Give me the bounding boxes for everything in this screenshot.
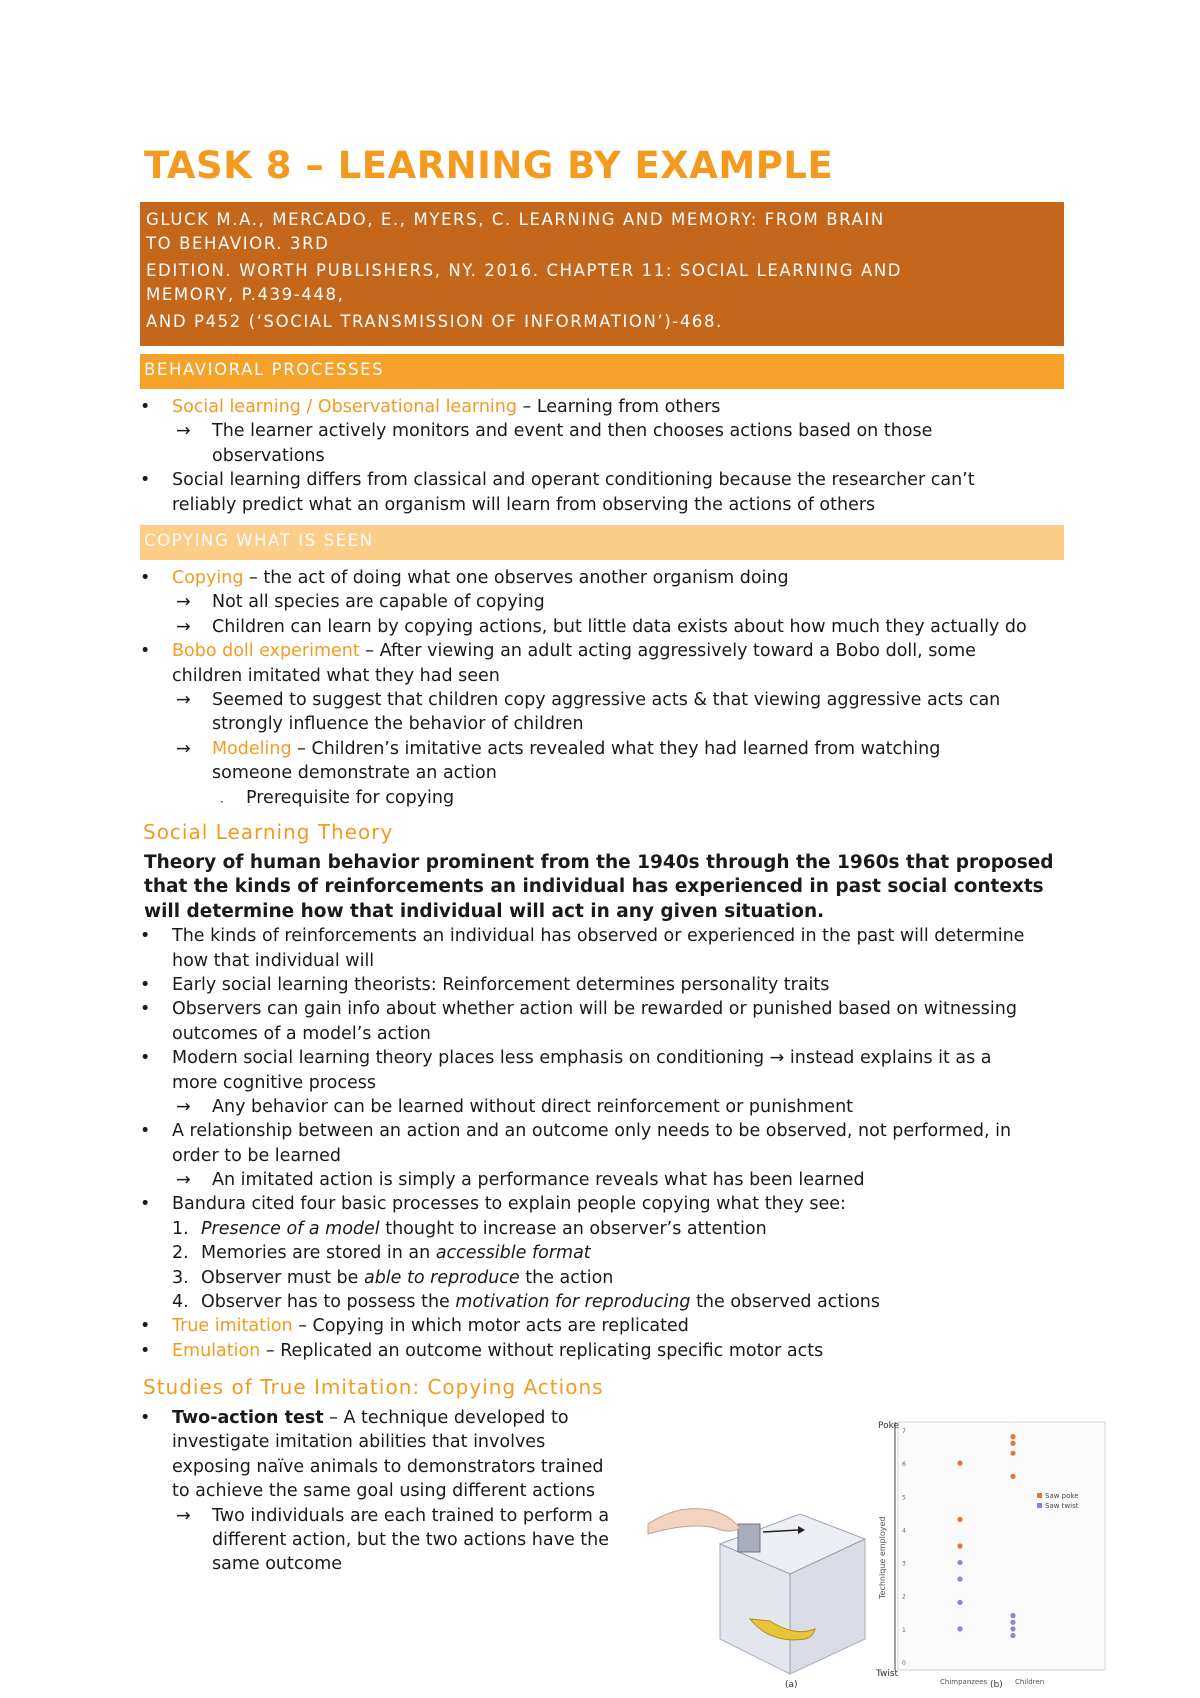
list-text: – Replicated an outcome without replicating specific motor acts — [260, 1340, 824, 1361]
list-text: The kinds of reinforcements an individual has observed or experienced in the past will determine — [172, 926, 1025, 947]
bullet-icon: • — [140, 1340, 151, 1361]
list-text: – Learning from others — [516, 397, 721, 417]
y-tick-label: 7 — [902, 1428, 906, 1435]
list-text: children imitated what they had seen — [172, 665, 500, 686]
data-point — [1010, 1451, 1015, 1456]
list-number: 3. — [172, 1267, 189, 1288]
list-item — [140, 997, 1080, 1021]
section-true-imitation — [140, 1406, 640, 1577]
y-tick-label: 6 — [902, 1461, 906, 1469]
term: True imitation — [172, 1316, 293, 1337]
list-text: how that individual will — [172, 950, 375, 971]
bullet-icon: • — [140, 926, 151, 947]
list-item — [140, 468, 1080, 492]
list-item — [140, 786, 1080, 810]
bullet-icon: • — [140, 999, 151, 1020]
list-text: An imitated action is simply a performance reveals what has been learned — [212, 1170, 865, 1191]
list-text: different action, but the two actions have the — [212, 1529, 609, 1550]
chart-plot-area — [898, 1422, 1105, 1670]
bullet-icon: • — [140, 641, 151, 662]
data-point — [957, 1560, 962, 1565]
section-copying — [140, 566, 1080, 810]
list-text: Social learning differs from classical and operant conditioning because the researcher can’t — [172, 470, 975, 491]
list-text: – Copying in which motor acts are replicated — [292, 1316, 689, 1337]
emphasis: motivation for reproducing — [455, 1292, 691, 1313]
numbered-item — [140, 1290, 1080, 1314]
bullet-icon: • — [140, 1121, 151, 1142]
arrow-icon: → — [176, 616, 191, 637]
list-text: Observer must be — [201, 1267, 364, 1288]
data-point — [1010, 1613, 1015, 1618]
term: Bobo doll experiment — [172, 641, 360, 662]
list-text: the observed actions — [690, 1292, 881, 1313]
list-text: strongly influence the behavior of children — [212, 714, 584, 735]
list-item — [140, 688, 1080, 712]
arrow-icon: → — [176, 1096, 191, 1117]
data-point — [957, 1600, 962, 1605]
list-text: same outcome — [212, 1554, 343, 1575]
list-item — [140, 1168, 1080, 1192]
list-item — [140, 1046, 1080, 1070]
bullet-icon: • — [140, 397, 151, 417]
x-label-chimpanzees: Chimpanzees — [940, 1678, 988, 1686]
list-text: – the act of doing what one observes another organism doing — [243, 568, 789, 588]
data-point — [957, 1577, 962, 1582]
data-point — [957, 1626, 962, 1631]
emphasis: able to reproduce — [363, 1267, 520, 1288]
panel-a-label: (a) — [785, 1680, 798, 1689]
list-text: A relationship between an action and an outcome only needs to be observed, not performed, in — [172, 1121, 1012, 1142]
list-text: investigate imitation abilities that involves — [172, 1432, 546, 1453]
data-point — [1010, 1441, 1015, 1446]
y-tick-label: 2 — [902, 1593, 906, 1601]
subheading-true-imitation: Studies of True Imitation: Copying Actions — [143, 1375, 604, 1399]
two-action-figure — [640, 1414, 1110, 1689]
list-item — [140, 419, 1080, 443]
list-item — [140, 973, 1080, 997]
bullet-icon: • — [140, 1048, 151, 1069]
list-text: – A technique developed to — [323, 1408, 569, 1428]
list-text: more cognitive process — [172, 1072, 376, 1093]
numbered-item — [140, 1266, 1080, 1290]
data-point — [1010, 1633, 1015, 1638]
list-text: Bandura cited four basic processes to explain people copying what they see: — [172, 1194, 846, 1215]
list-text: reliably predict what an organism will learn from observing the actions of others — [172, 494, 876, 515]
list-text: thought to increase an observer’s attention — [379, 1218, 767, 1239]
list-text: Children can learn by copying actions, but little data exists about how much they actually do — [212, 616, 1027, 637]
section-heading-behavioral-processes: BEHAVIORAL PROCESSES — [140, 354, 1064, 389]
bullet-icon: • — [140, 1316, 151, 1337]
arrow-icon: → — [176, 1505, 191, 1526]
data-point — [1010, 1626, 1015, 1631]
list-item — [140, 1095, 1080, 1119]
x-label-children: Children — [1015, 1678, 1045, 1686]
list-item — [140, 1192, 1080, 1216]
term: Two-action test — [172, 1408, 324, 1428]
list-number: 2. — [172, 1243, 189, 1264]
bullet-icon: • — [140, 568, 151, 588]
arrow-icon: → — [176, 689, 191, 710]
section-heading-copying: COPYING WHAT IS SEEN — [140, 525, 1064, 560]
subheading-social-learning-theory: Social Learning Theory — [143, 820, 394, 844]
list-text: Two individuals are each trained to perform a — [212, 1505, 610, 1526]
list-text: – Children’s imitative acts revealed what they had learned from watching — [291, 738, 941, 759]
list-text: Not all species are capable of copying — [212, 592, 545, 613]
data-point — [957, 1461, 962, 1466]
intro-text: Theory of human behavior prominent from the 1940s through the 1960s that proposed — [144, 852, 1054, 873]
list-item — [140, 590, 1080, 614]
y-top-label: Poke — [878, 1421, 900, 1431]
y-tick-label: 5 — [902, 1494, 906, 1502]
arrow-icon: → — [176, 421, 191, 442]
list-text: order to be learned — [172, 1145, 342, 1166]
legend-twist-label: Saw twist — [1045, 1502, 1079, 1510]
term: Social learning / Observational learning — [172, 397, 517, 417]
list-item — [140, 615, 1080, 639]
legend-poke-label: Saw poke — [1045, 1492, 1079, 1500]
data-point — [957, 1517, 962, 1522]
list-item — [140, 1314, 1080, 1338]
list-item — [140, 1339, 1080, 1363]
list-item — [140, 1504, 640, 1528]
emphasis: Presence of a model — [201, 1218, 380, 1239]
emphasis: accessible format — [435, 1243, 591, 1264]
bullet-dot-icon: · — [220, 794, 224, 809]
list-item — [140, 924, 1080, 948]
bullet-icon: • — [140, 1194, 151, 1215]
legend-twist-swatch — [1037, 1503, 1042, 1508]
reference-line: AND P452 (‘SOCIAL TRANSMISSION OF INFORMATION’)-468. — [146, 312, 723, 331]
list-text: someone demonstrate an action — [212, 763, 497, 784]
bullet-icon: • — [140, 470, 151, 491]
y-bottom-label: Twist — [876, 1669, 899, 1679]
data-point — [1010, 1434, 1015, 1439]
numbered-item — [140, 1217, 1080, 1241]
list-number: 1. — [172, 1218, 189, 1239]
list-text: Early social learning theorists: Reinforcement determines personality traits — [172, 974, 830, 995]
technique-chart — [875, 1421, 1105, 1686]
list-text: – After viewing an adult acting aggressively toward a Bobo doll, some — [359, 641, 976, 662]
list-item — [140, 395, 1080, 419]
term: Emulation — [172, 1340, 261, 1361]
list-text: Any behavior can be learned without direct reinforcement or punishment — [212, 1096, 854, 1117]
term: Modeling — [212, 738, 292, 759]
list-text: Prerequisite for copying — [246, 787, 455, 808]
intro-text: will determine how that individual will act in any given situation. — [144, 900, 825, 922]
apparatus-illustration — [648, 1509, 865, 1674]
y-tick-label: 1 — [902, 1626, 906, 1634]
reference-line: TO BEHAVIOR. 3RD — [146, 234, 330, 253]
list-text: Seemed to suggest that children copy aggressive acts & that viewing aggressive acts can — [212, 689, 1001, 710]
list-text: exposing naïve animals to demonstrators trained — [172, 1456, 604, 1477]
list-item — [140, 1119, 1080, 1143]
section-behavioral-processes — [140, 395, 1080, 517]
arrow-icon: → — [176, 592, 191, 613]
list-text: Memories are stored in an — [201, 1243, 436, 1264]
arrow-icon: → — [176, 738, 191, 759]
section-social-learning-theory — [140, 851, 1080, 1363]
list-text: the action — [519, 1267, 614, 1288]
list-number: 4. — [172, 1292, 189, 1313]
data-point — [1010, 1620, 1015, 1625]
list-text: to achieve the same goal using different actions — [172, 1481, 596, 1502]
panel-b-label: (b) — [990, 1680, 1003, 1689]
data-point — [957, 1543, 962, 1548]
legend-poke-swatch — [1037, 1493, 1042, 1498]
bullet-icon: • — [140, 1408, 151, 1428]
y-tick-label: 3 — [902, 1560, 906, 1568]
list-text: outcomes of a model’s action — [172, 1023, 431, 1044]
list-item — [140, 737, 1080, 761]
list-item — [140, 639, 1080, 663]
reference-line: GLUCK M.A., MERCADO, E., MYERS, C. LEARNING AND MEMORY: FROM BRAIN — [146, 210, 885, 229]
reference-line: EDITION. WORTH PUBLISHERS, NY. 2016. CHAPTER 11: SOCIAL LEARNING AND — [146, 261, 903, 280]
reference-line: MEMORY, P.439-448, — [146, 285, 345, 304]
bullet-icon: • — [140, 974, 151, 995]
reference-box — [140, 202, 1064, 346]
y-axis-title: Technique employed — [878, 1516, 887, 1599]
list-text: Observer has to possess the — [201, 1292, 456, 1313]
list-text: observations — [212, 445, 325, 466]
numbered-item — [140, 1241, 1080, 1265]
y-tick-label: 0 — [902, 1660, 906, 1667]
list-text: Observers can gain info about whether action will be rewarded or punished based on witnessing — [172, 999, 1017, 1020]
list-text: The learner actively monitors and event and then chooses actions based on those — [212, 421, 933, 442]
arrow-icon: → — [176, 1170, 191, 1191]
list-item — [140, 1406, 640, 1430]
list-item — [140, 566, 1080, 590]
page-title: TASK 8 – LEARNING BY EXAMPLE — [144, 144, 834, 187]
list-text: Modern social learning theory places less emphasis on conditioning → instead explains it as a — [172, 1048, 992, 1069]
term: Copying — [172, 568, 244, 588]
intro-text: that the kinds of reinforcements an individual has experienced in past social contexts — [144, 876, 1044, 898]
y-tick-label: 4 — [902, 1527, 906, 1535]
data-point — [1010, 1474, 1015, 1479]
